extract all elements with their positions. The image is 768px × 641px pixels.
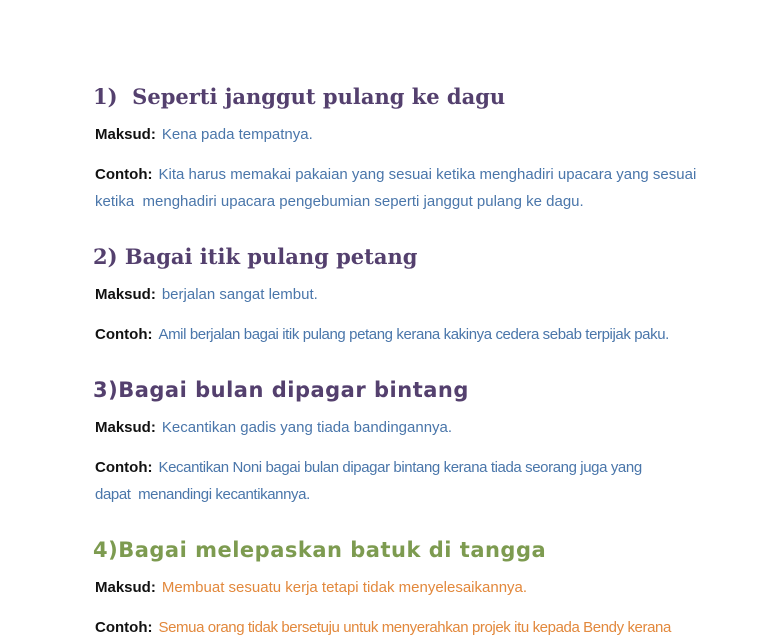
- contoh-line: [95, 614, 728, 641]
- section-heading: 4)Bagai melepaskan batuk di tangga: [93, 538, 547, 562]
- contoh-line: [95, 321, 728, 348]
- contoh-line: [95, 161, 713, 215]
- proverb-section-3: [93, 378, 728, 508]
- proverb-section-1: [93, 85, 728, 215]
- section-heading: 2) Bagai itik pulang petang: [93, 244, 418, 269]
- contoh-label: Contoh:: [95, 619, 153, 636]
- maksud-text: Kecantikan gadis yang tiada bandingannya.: [161, 419, 453, 436]
- section-heading: 1) Seperti janggut pulang ke dagu: [93, 84, 506, 109]
- maksud-line: [95, 125, 728, 145]
- maksud-line: [95, 285, 728, 305]
- maksud-text: Membuat sesuatu kerja tetapi tidak menyelesaikannya.: [161, 579, 528, 596]
- maksud-text: berjalan sangat lembut.: [161, 286, 318, 303]
- maksud-label: Maksud:: [95, 126, 156, 143]
- contoh-text: Kita harus memakai pakaian yang sesuai ketika menghadiri upacara yang sesuai ketika menghadiri upacara pengebumian seperti janggut pulang ke dagu.: [95, 166, 701, 210]
- contoh-label: Contoh:: [95, 166, 153, 183]
- contoh-line: [95, 454, 675, 508]
- maksud-line: [95, 578, 728, 598]
- maksud-label: Maksud:: [95, 286, 156, 303]
- maksud-text: Kena pada tempatnya.: [161, 126, 313, 143]
- contoh-text: Amil berjalan bagai itik pulang petang kerana kakinya cedera sebab terpijak paku.: [158, 326, 669, 343]
- contoh-text: Kecantikan Noni bagai bulan dipagar bintang kerana tiada seorang juga yang dapat menandingi kecantikannya.: [95, 459, 646, 503]
- contoh-text: Semua orang tidak bersetuju untuk menyerahkan projek itu kepada Bendy kerana: [158, 619, 671, 636]
- contoh-label: Contoh:: [95, 326, 153, 343]
- maksud-label: Maksud:: [95, 579, 156, 596]
- proverb-section-4: [93, 538, 728, 641]
- maksud-label: Maksud:: [95, 419, 156, 436]
- contoh-label: Contoh:: [95, 459, 153, 476]
- proverb-section-2: [93, 245, 728, 348]
- section-heading: 3)Bagai bulan dipagar bintang: [93, 378, 469, 402]
- maksud-line: [95, 418, 728, 438]
